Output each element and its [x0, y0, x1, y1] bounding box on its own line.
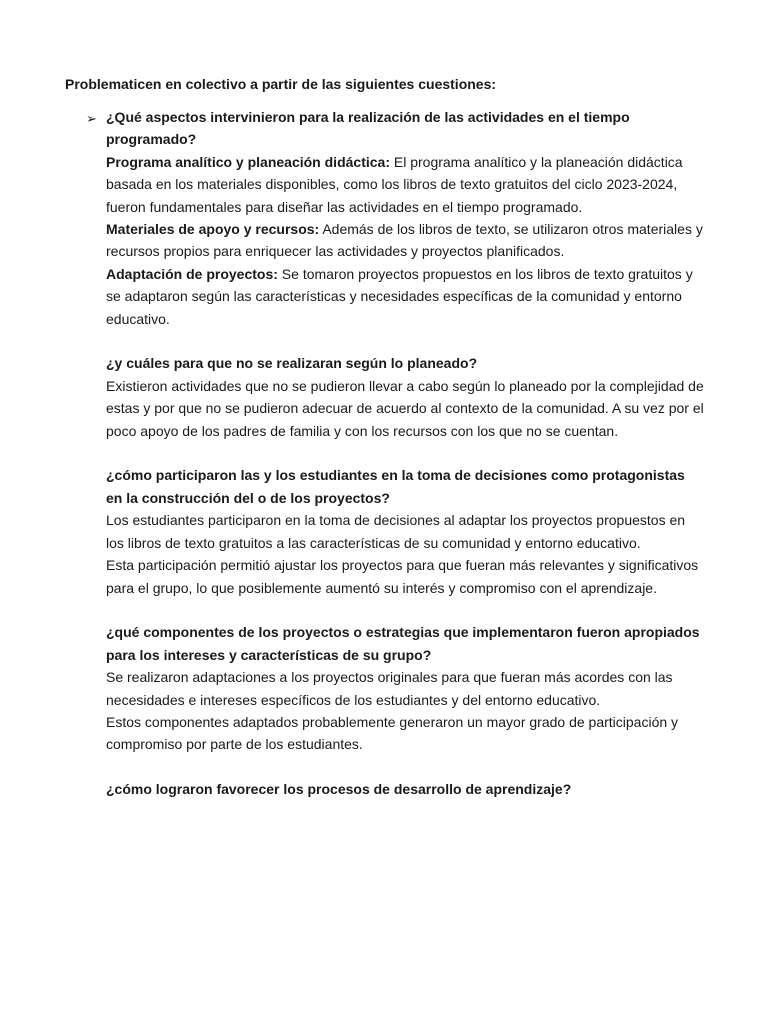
answer-1-item-1-text: El programa analítico y la planeación didáctica basada en los materiales disponibles, como los libros de texto gratuitos del ciclo 2023-2024, fueron fundamentales para diseñar las actividades en el tiempo programado. — [106, 153, 683, 215]
spacer — [106, 330, 704, 352]
spacer — [106, 599, 704, 621]
question-2: ¿y cuáles para que no se realizaran según lo planeado? — [106, 355, 478, 372]
spacer — [106, 442, 704, 464]
answer-1-item-1 — [106, 151, 704, 218]
page-heading: Problematicen en colectivo a partir de las siguientes cuestiones: — [65, 76, 497, 92]
arrow-bullet-icon: ➢ — [86, 111, 97, 126]
answer-1-item-3-label: Adaptación de proyectos: — [106, 265, 278, 282]
answer-3-paragraph-2: Esta participación permitió ajustar los proyectos para que fueran más relevantes y significativos para el grupo, lo que posiblemente aumentó su interés y compromiso con el aprendizaje. — [106, 557, 699, 596]
question-1: ¿Qué aspectos intervinieron para la realización de las actividades en el tiempo programado? — [106, 109, 630, 148]
answer-2-paragraph-1: Existieron actividades que no se pudieron llevar a cabo según lo planeado por la complejidad de estas y por que no se pudieron adecuar de acuerdo al contexto de la comunidad. A su vez por el poco apoyo de los padres de familia y con los recursos con los que no se cuentan. — [106, 377, 704, 439]
question-4: ¿qué componentes de los proyectos o estrategias que implementaron fueron apropiados para los intereses y características de su grupo? — [106, 624, 700, 663]
question-5: ¿cómo lograron favorecer los procesos de desarrollo de aprendizaje? — [106, 781, 572, 798]
question-3: ¿cómo participaron las y los estudiantes en la toma de decisiones como protagonistas en la construcción del o de los proyectos? — [106, 467, 685, 506]
answer-1-item-2 — [106, 218, 704, 263]
questions-list — [106, 106, 704, 801]
answer-4-paragraph-1: Se realizaron adaptaciones a los proyectos originales para que fueran más acordes con las necesidades e intereses específicos de los estudiantes y del entorno educativo. — [106, 669, 673, 708]
answer-1-item-2-text: Además de los libros de texto, se utilizaron otros materiales y recursos propios para enriquecer las actividades y proyectos planificados. — [106, 221, 703, 260]
spacer — [106, 756, 704, 778]
answer-1-item-1-label: Programa analítico y planeación didáctica: — [106, 153, 390, 170]
answer-4-paragraph-2: Estos componentes adaptados probablemente generaron un mayor grado de participación y compromiso por parte de los estudiantes. — [106, 713, 679, 753]
answer-1-item-2-label: Materiales de apoyo y recursos: — [106, 221, 320, 238]
answer-1-item-3-text: Se tomaron proyectos propuestos en los libros de texto gratuitos y se adaptaron según las características y necesidades específicas de la comunidad y entorno educativo. — [106, 265, 693, 327]
answer-1-item-3 — [106, 263, 704, 330]
answer-3-paragraph-1: Los estudiantes participaron en la toma de decisiones al adaptar los proyectos propuestos en los libros de texto gratuitos a las características de su comunidad y entorno educativo. — [106, 512, 686, 551]
